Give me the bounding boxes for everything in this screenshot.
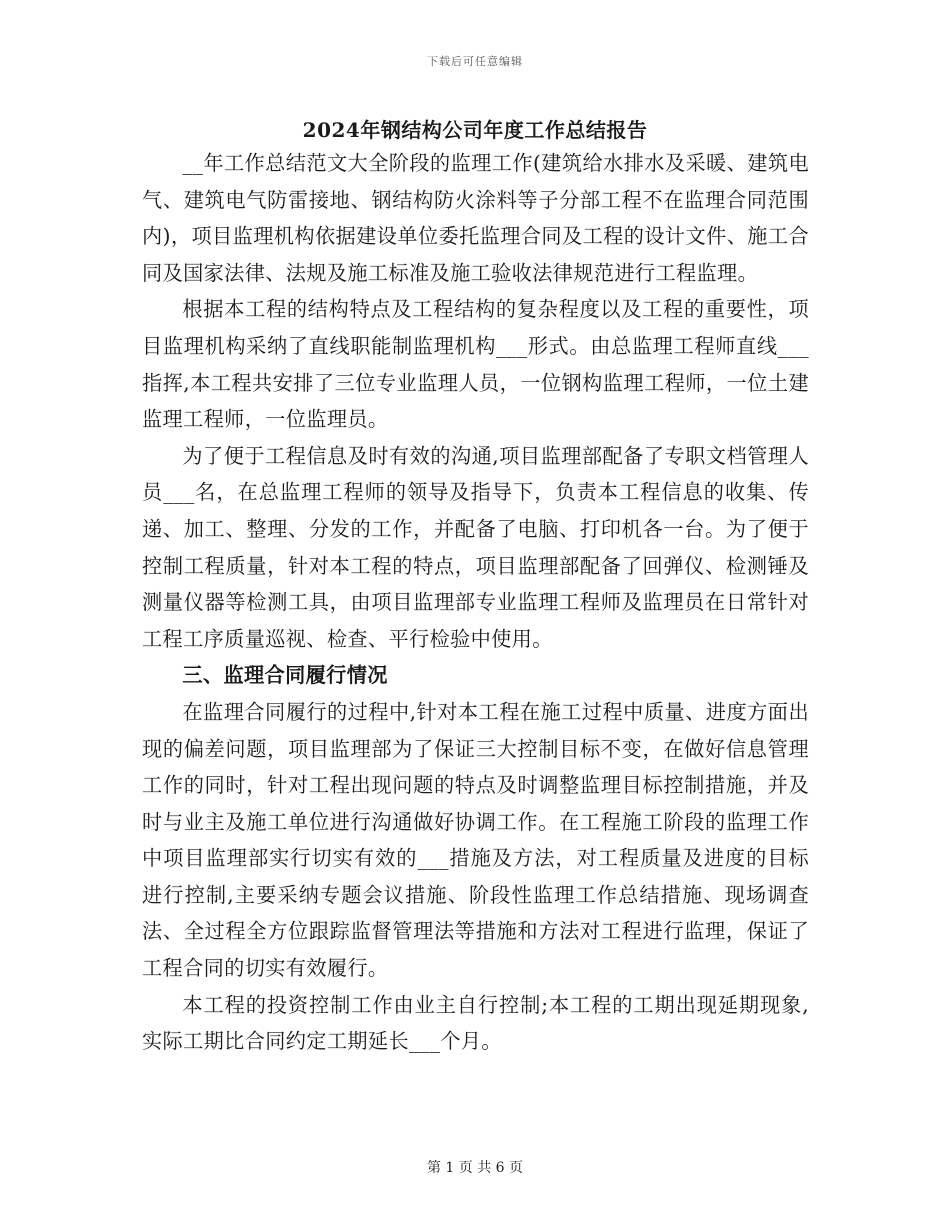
page-number: 第 1 页 共 6 页 [426, 1160, 524, 1176]
document-body [142, 145, 809, 1060]
header-note: 下载后可任意编辑 [427, 55, 523, 68]
paragraph: __年工作总结范文大全阶段的监理工作(建筑给水排水及采暖、建筑电气、建筑电气防雷接地、钢结构防火涂料等子分部工程不在监理合同范围内)，项目监理机构依据建设单位委托监理合同及工程的设计文件、施工合同及国家法律、法规及施工标准及施工验收法律规范进行工程监理。 [142, 151, 809, 285]
paragraph: 为了便于工程信息及时有效的沟通,项目监理部配备了专职文档管理人员___名，在总监理工程师的领导及指导下，负责本工程信息的收集、传递、加工、整理、分发的工作，并配备了电脑、打印机各一台。为了便于控制工程质量，针对本工程的特点，项目监理部配备了回弹仪、检测锤及测量仪器等检测工具，由项目监理部专业监理工程师及监理员在日常针对工程工序质量巡视、检查、平行检验中使用。 [142, 443, 809, 651]
paragraph: 本工程的投资控制工作由业主自行控制;本工程的工期出现延期现象,实际工期比合同约定工期延长___个月。 [142, 992, 809, 1054]
section-heading: 三、监理合同履行情况 [182, 663, 388, 688]
paragraph: 在监理合同履行的过程中,针对本工程在施工过程中质量、进度方面出现的偏差问题，项目监理部为了保证三大控制目标不变，在做好信息管理工作的同时，针对工程出现问题的特点及时调整监理目标控制措施，并及时与业主及施工单位进行沟通做好协调工作。在工程施工阶段的监理工作中项目监理部实行切实有效的___措施及方法，对工程质量及进度的目标进行控制,主要采纳专题会议措施、阶段性监理工作总结措施、现场调查法、全过程全方位跟踪监督管理法等措施和方法对工程进行监理，保证了工程合同的切实有效履行。 [142, 699, 809, 981]
document-title: 2024年钢结构公司年度工作总结报告 [302, 118, 648, 142]
paragraph: 根据本工程的结构特点及工程结构的复杂程度以及工程的重要性，项目监理机构采纳了直线职能制监理机构___形式。由总监理工程师直线___指挥,本工程共安排了三位专业监理人员，一位钢构监理工程师，一位土建监理工程师，一位监理员。 [142, 297, 809, 432]
